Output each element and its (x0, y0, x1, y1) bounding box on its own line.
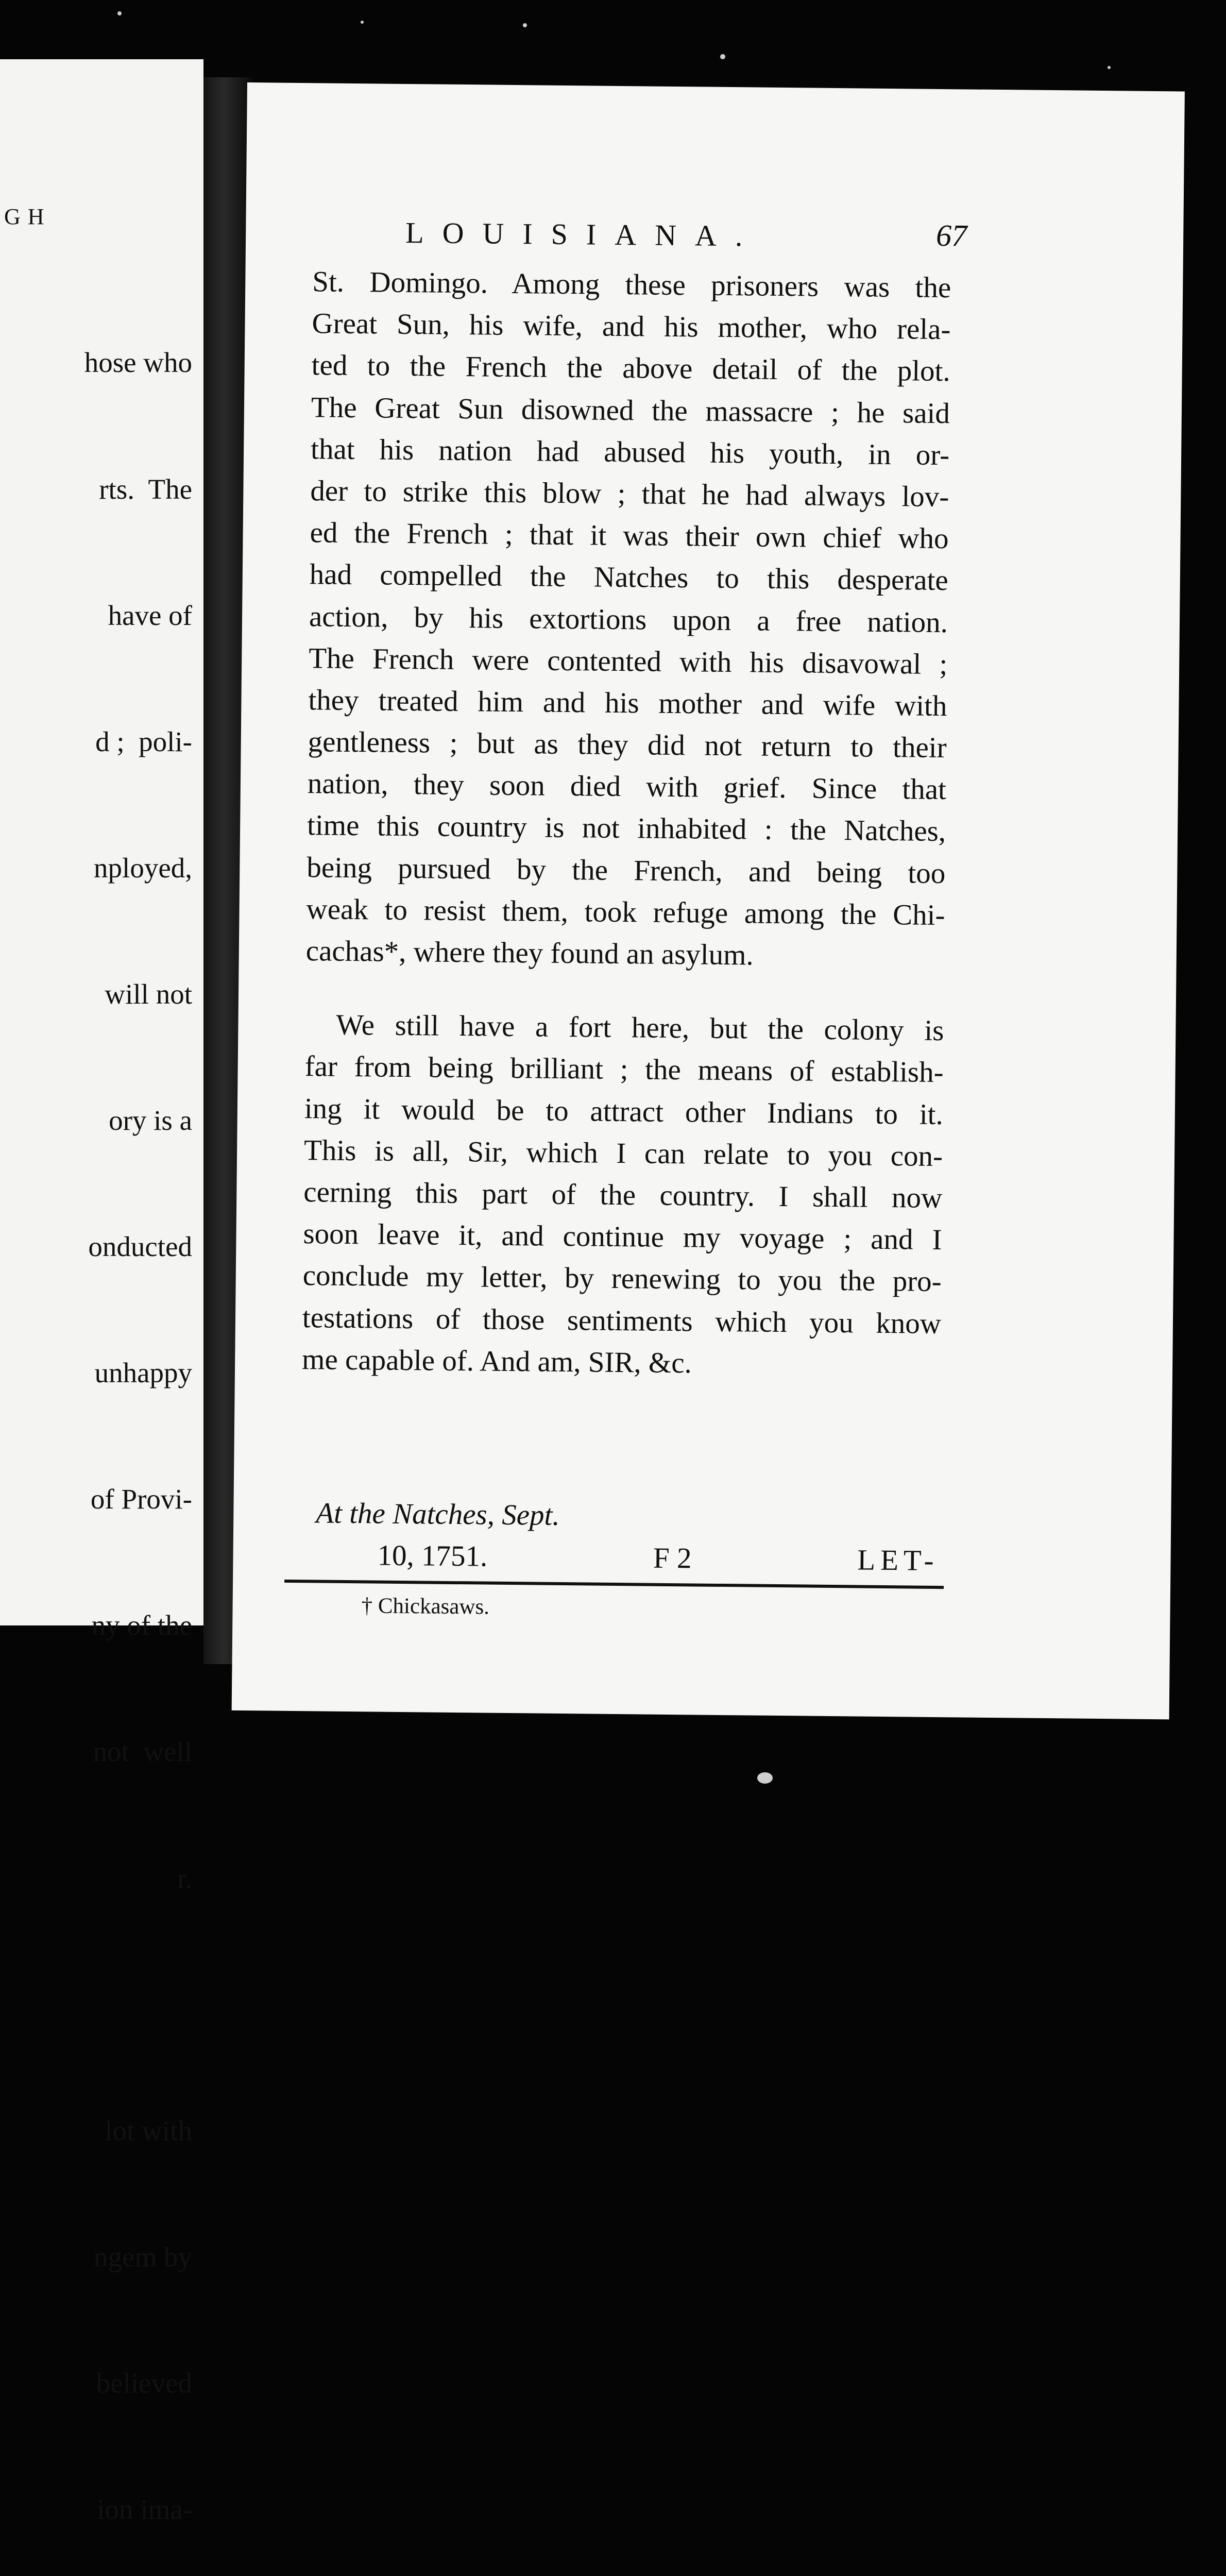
dust-speck (523, 23, 527, 27)
text-line: This is all, Sir, which I can relate to you con- (303, 1133, 943, 1173)
left-line: lot with (105, 2114, 192, 2146)
left-line: of Provi- (90, 1483, 192, 1515)
text-line: testations of those sentiments which you know (302, 1301, 942, 1340)
text-line: ed the French ; that it was their own chief who (310, 516, 949, 555)
text-line: far from being brilliant ; the means of establish- (304, 1050, 944, 1089)
text-line: St. Domingo. Among these prisoners was the (312, 265, 951, 304)
text-line: action, by his extortions upon a free nation. (309, 600, 948, 639)
text-line: being pursued by the French, and being too (306, 851, 946, 890)
right-page (232, 82, 1185, 1719)
text-line: The Great Sun disowned the massacre ; he said (311, 391, 950, 430)
left-line: will not (105, 978, 192, 1010)
left-line: unhappy (94, 1357, 192, 1389)
text-line: conclude my letter, by renewing to you the pro- (302, 1259, 942, 1298)
text-line: gentleness ; but as they did not return to their (308, 725, 947, 765)
left-line: hose who (84, 347, 192, 379)
left-line (84, 1984, 192, 2026)
footnote: † Chickasaws. (361, 1594, 490, 1619)
text-line: Great Sun, his wife, and his mother, who rela- (312, 307, 951, 346)
text-line: had compelled the Natches to this desperate (309, 558, 949, 597)
text-line: cachas*, where they found an asylum. (305, 935, 754, 972)
left-line: onducted (88, 1231, 192, 1263)
text-line: time this country is not inhabited : the Natches, (306, 809, 946, 848)
dust-speck (117, 11, 122, 15)
dust-speck (1108, 66, 1111, 69)
left-line: ngem by (94, 2241, 192, 2273)
left-line: have of (94, 599, 192, 631)
signature-mark: F 2 (653, 1541, 692, 1575)
text-line: der to strike this blow ; that he had always lov- (310, 474, 949, 514)
body-text (302, 261, 951, 1386)
dust-speck (361, 21, 364, 24)
left-line: ny of the (91, 1609, 192, 1641)
left-line: r. (177, 1862, 192, 1894)
left-page (0, 59, 203, 2525)
dust-speck (757, 1772, 773, 1784)
text-line: weak to resist them, took refuge among the Chi- (306, 892, 945, 931)
letter-closing (300, 1492, 939, 1582)
text-line: ing it would be to attract other Indians to it. (304, 1092, 944, 1131)
text-line: nation, they soon died with grief. Since that (307, 767, 947, 806)
footnote-rule (284, 1580, 944, 1589)
closing-footer-line (300, 1534, 939, 1582)
left-line: rts. The (99, 473, 192, 505)
left-line: d ; poli- (95, 725, 192, 757)
text-line: they treated him and his mother and wife with (308, 684, 947, 722)
left-page-text (84, 258, 192, 2576)
left-line: ory is a (109, 1104, 192, 1136)
dust-speck (720, 54, 725, 59)
left-line: ion ima- (97, 2494, 192, 2525)
text-line: ted to the French the above detail of the plot. (311, 349, 950, 388)
left-line: nployed, (94, 852, 192, 884)
text-line: The French were contented with his disavowal ; (308, 641, 948, 681)
text-line: that his nation had abused his youth, in or- (310, 432, 950, 471)
left-line: not well (93, 1736, 192, 1768)
catchword: LET- (857, 1544, 939, 1578)
running-head: LOUISIANA. (405, 215, 761, 253)
dateline: At the Natches, Sept. (316, 1497, 560, 1532)
text-line: me capable of. And am, SIR, &c. (301, 1343, 692, 1380)
text-line: We still have a fort here, but the colony is (336, 1008, 944, 1047)
text-line: soon leave it, and continue my voyage ; and I (303, 1217, 942, 1257)
left-running-head: GH (4, 204, 52, 229)
left-line: believed (96, 2367, 192, 2399)
page-number: 67 (935, 218, 967, 253)
text-line: cerning this part of the country. I shall now (303, 1176, 943, 1214)
date: 10, 1751. (377, 1539, 488, 1573)
